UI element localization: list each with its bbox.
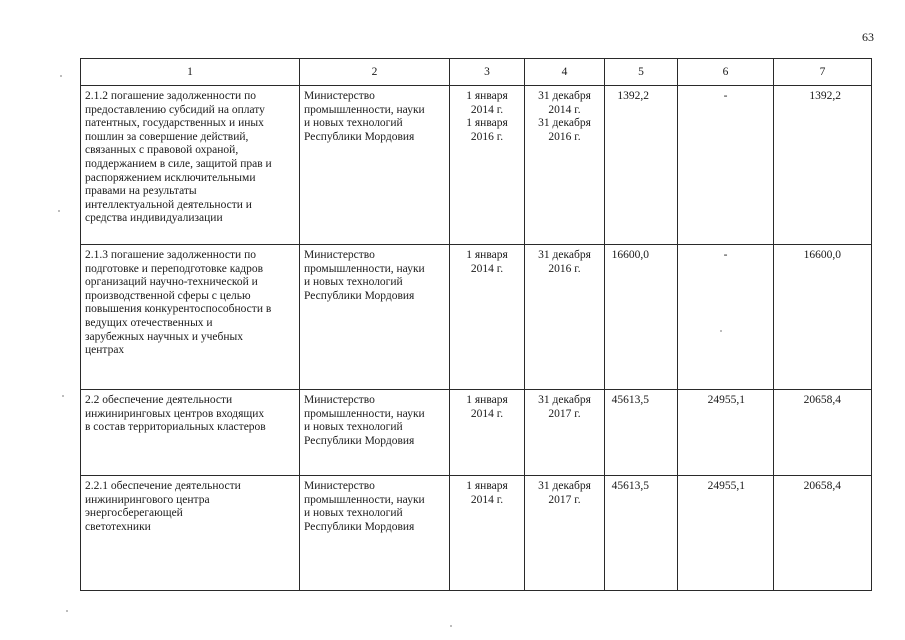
cell-line: светотехники — [85, 520, 151, 533]
measure-description-cell — [81, 390, 300, 476]
cell-line: 2017 г. — [548, 407, 581, 420]
cell-line: Министерство — [304, 394, 375, 406]
scan-speck — [66, 610, 68, 612]
end-date-cell — [525, 476, 605, 591]
cell-line: подготовке и переподготовке кадров — [85, 262, 264, 275]
cell-line: Республики Мордовия — [304, 130, 415, 143]
regional-amount-cell: 16600,0 — [774, 245, 872, 390]
cell-line: Республики Мордовия — [304, 520, 415, 533]
total-amount-cell: 45613,5 — [605, 476, 678, 591]
cell-line: поддержанием в силе, защитой прав и — [85, 157, 272, 170]
regional-amount-cell: 20658,4 — [774, 476, 872, 591]
cell-line: Республики Мордовия — [304, 434, 415, 447]
cell-line: 2.1.2 погашение задолженности по — [85, 90, 256, 102]
cell-line: 31 декабря — [538, 480, 591, 492]
regional-amount-cell: 1392,2 — [774, 86, 872, 245]
cell-line: промышленности, науки — [304, 493, 425, 506]
measure-description-cell — [81, 245, 300, 390]
scan-speck — [450, 625, 452, 627]
executor-cell — [300, 476, 450, 591]
end-date-cell — [525, 390, 605, 476]
cell-line: повышения конкурентоспособности в — [85, 303, 272, 316]
cell-line: 31 декабря — [538, 249, 591, 261]
scan-speck — [62, 395, 64, 397]
scan-speck — [58, 210, 60, 212]
executor-cell — [300, 86, 450, 245]
cell-line: производственной сферы с целью — [85, 289, 251, 302]
page-number: 63 — [862, 30, 874, 44]
cell-line: центрах — [85, 344, 125, 357]
federal-amount-cell: 24955,1 — [678, 476, 774, 591]
measure-description-cell — [81, 86, 300, 245]
table-header-row — [81, 59, 872, 86]
cell-line: 31 декабря — [538, 90, 591, 102]
total-amount-cell: 45613,5 — [605, 390, 678, 476]
end-date-cell — [525, 86, 605, 245]
table-row — [81, 245, 872, 390]
total-amount-cell: 16600,0 — [605, 245, 678, 390]
cell-line: промышленности, науки — [304, 407, 425, 420]
cell-line: 1 января — [466, 117, 508, 130]
cell-line: 2016 г. — [548, 262, 581, 275]
cell-line: 2017 г. — [548, 493, 581, 506]
table-row — [81, 390, 872, 476]
cell-line: инжиниринговых центров входящих — [85, 407, 265, 420]
cell-line: промышленности, науки — [304, 103, 425, 116]
cell-line: и новых технологий — [304, 507, 403, 520]
cell-line: 2.2 обеспечение деятельности — [85, 394, 233, 406]
cell-line: организаций научно-технической и — [85, 276, 258, 289]
cell-line: энергосберегающей — [85, 507, 183, 520]
column-header: 6 — [678, 59, 774, 86]
cell-line: Республики Мордовия — [304, 289, 415, 302]
column-header: 5 — [605, 59, 678, 86]
cell-line: 1 января — [466, 480, 508, 492]
cell-line: 1 января — [466, 90, 508, 102]
cell-line: 2016 г. — [548, 130, 581, 143]
cell-line: связанных с правовой охраной, — [85, 144, 239, 157]
cell-line: Министерство — [304, 480, 375, 492]
total-amount-cell: 1392,2 — [605, 86, 678, 245]
measure-description-cell — [81, 476, 300, 591]
cell-line: 31 декабря — [538, 394, 591, 406]
cell-line: пошлин за совершение действий, — [85, 130, 249, 143]
federal-amount-cell: - — [678, 86, 774, 245]
cell-line: Министерство — [304, 90, 375, 102]
cell-line: и новых технологий — [304, 276, 403, 289]
scan-speck — [60, 75, 62, 77]
federal-amount-cell: 24955,1 — [678, 390, 774, 476]
executor-cell — [300, 390, 450, 476]
cell-line: 2.1.3 погашение задолженности по — [85, 249, 256, 261]
cell-line: и новых технологий — [304, 421, 403, 434]
start-date-cell — [450, 86, 525, 245]
column-header: 1 — [81, 59, 300, 86]
start-date-cell — [450, 245, 525, 390]
start-date-cell — [450, 476, 525, 591]
cell-line: 2014 г. — [548, 103, 581, 116]
column-header: 7 — [774, 59, 872, 86]
cell-line: 2014 г. — [470, 407, 504, 420]
cell-line: инжинирингового центра — [85, 493, 210, 506]
cell-line: средства индивидуализации — [85, 212, 223, 225]
cell-line: промышленности, науки — [304, 262, 425, 275]
column-header: 3 — [450, 59, 525, 86]
cell-line: ведущих отечественных и — [85, 316, 213, 329]
column-header: 4 — [525, 59, 605, 86]
column-header: 2 — [300, 59, 450, 86]
cell-line: зарубежных научных и учебных — [85, 330, 243, 343]
table-row — [81, 86, 872, 245]
cell-line: правами на результаты — [85, 185, 197, 198]
cell-line: 2014 г. — [470, 262, 504, 275]
regional-amount-cell: 20658,4 — [774, 390, 872, 476]
cell-line: 2.2.1 обеспечение деятельности — [85, 480, 241, 492]
scan-speck — [720, 330, 722, 332]
cell-line: 2016 г. — [470, 130, 504, 143]
cell-line: 2014 г. — [470, 103, 504, 116]
start-date-cell — [450, 390, 525, 476]
cell-line: 1 января — [466, 394, 508, 406]
cell-line: 31 декабря — [538, 117, 591, 130]
cell-line: и новых технологий — [304, 117, 403, 130]
cell-line: в состав территориальных кластеров — [85, 421, 266, 434]
executor-cell — [300, 245, 450, 390]
cell-line: предоставлению субсидий на оплату — [85, 103, 265, 116]
cell-line: 1 января — [466, 249, 508, 261]
cell-line: 2014 г. — [470, 493, 504, 506]
cell-line: интеллектуальной деятельности и — [85, 198, 252, 211]
cell-line: патентных, государственных и иных — [85, 117, 264, 130]
funding-table — [80, 58, 872, 591]
table-row — [81, 476, 872, 591]
cell-line: распоряжением исключительными — [85, 171, 256, 184]
cell-line: Министерство — [304, 249, 375, 261]
end-date-cell — [525, 245, 605, 390]
federal-amount-cell: - — [678, 245, 774, 390]
